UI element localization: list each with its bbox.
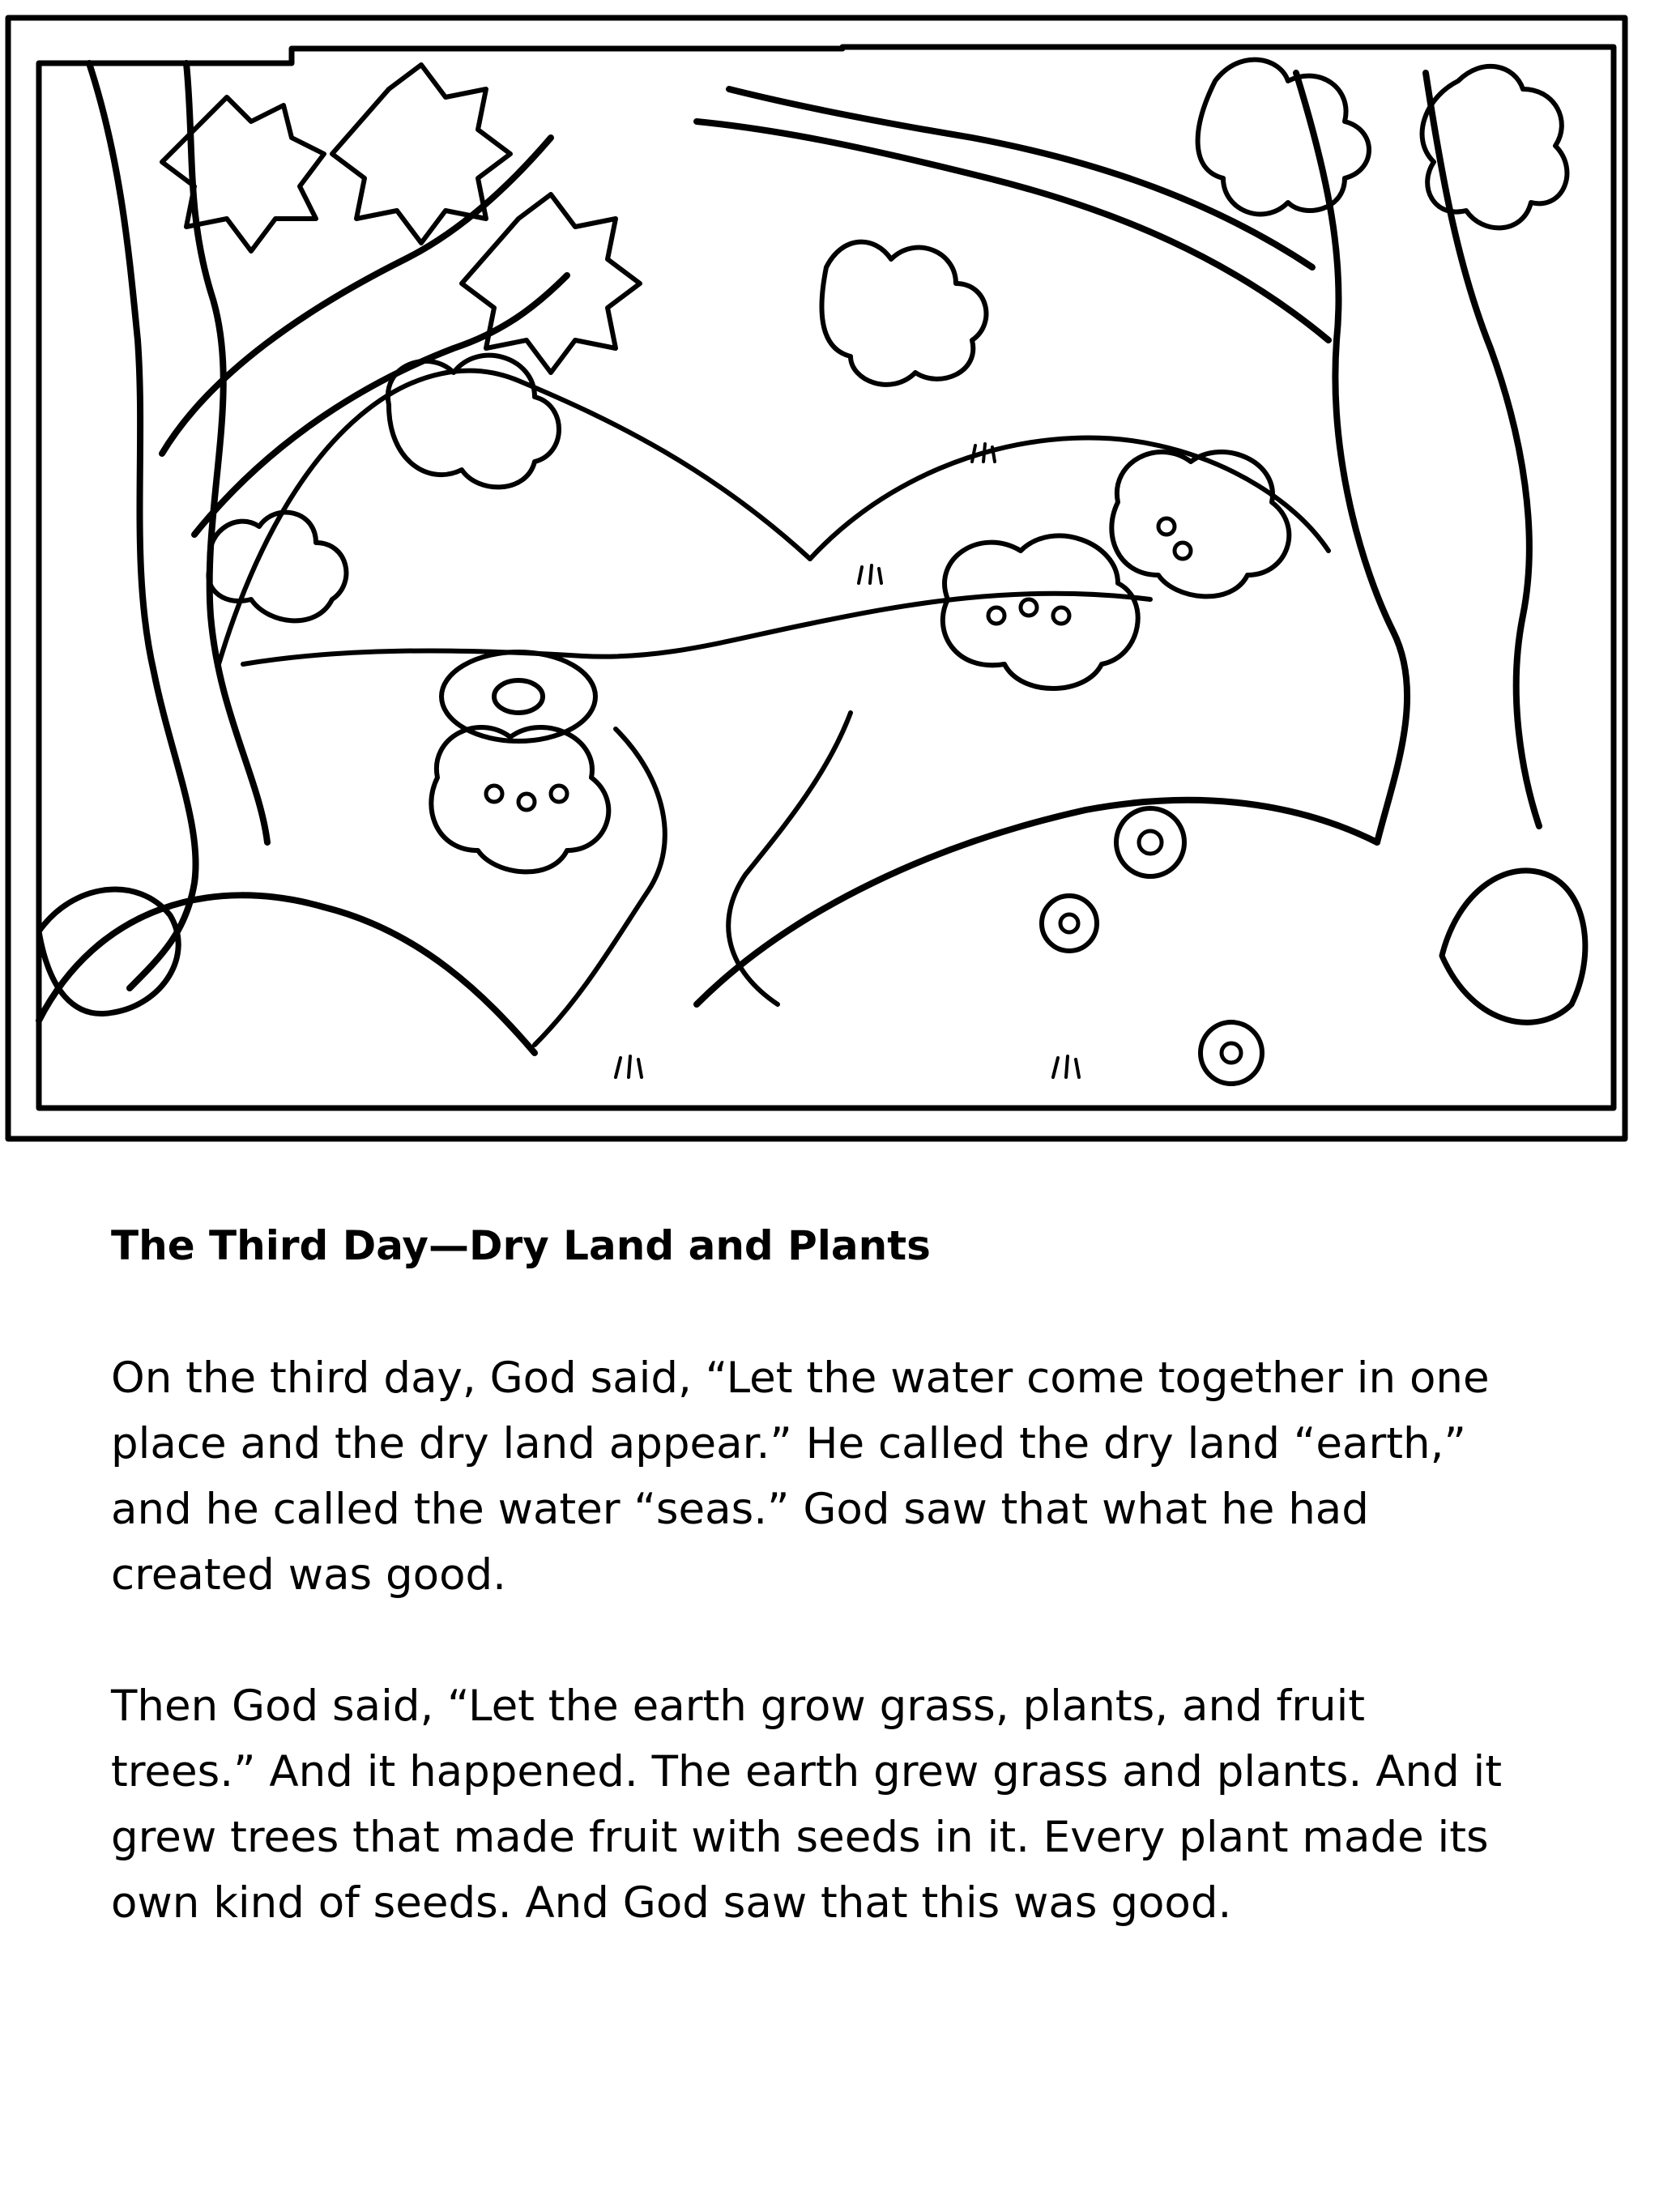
- story-text: [111, 1213, 1577, 1936]
- flower-center: [1139, 831, 1162, 854]
- bush-center: [388, 356, 559, 488]
- right-tree-trunk: [1296, 73, 1407, 842]
- leaf-cluster-3: [462, 194, 640, 373]
- paragraph-line: grew trees that made fruit with seeds in it. Every plant made its: [111, 1813, 1489, 1862]
- river-near-bank: [535, 729, 665, 1045]
- flower: [1201, 1022, 1262, 1084]
- flower-center: [1222, 1043, 1241, 1063]
- grass-tuft: [1053, 1056, 1079, 1077]
- paragraph-line: own kind of seeds. And God saw that this was good.: [111, 1878, 1232, 1928]
- foreground-hill-right: [697, 800, 1377, 1004]
- paragraph-line: created was good.: [111, 1550, 506, 1600]
- leaf-cluster-4: [821, 242, 986, 385]
- story-paragraph-1: [111, 1345, 1577, 1608]
- flower: [1042, 896, 1097, 951]
- paragraph-line: and he called the water “seas.” God saw that what he had: [111, 1485, 1369, 1534]
- paragraph-line: trees.” And it happened. The earth grew grass and plants. And it: [111, 1747, 1503, 1796]
- flower: [1116, 808, 1184, 876]
- pond-island: [494, 680, 543, 713]
- left-tree-branch-lower: [194, 275, 567, 535]
- river-far-bank: [243, 594, 1150, 664]
- fruit: [1053, 607, 1069, 624]
- fruit: [551, 786, 567, 802]
- pond: [441, 652, 595, 741]
- flower-center: [1060, 914, 1078, 932]
- right-tree-trunk-inner: [1426, 73, 1539, 826]
- rock-right: [1442, 871, 1585, 1022]
- fruit: [1021, 599, 1037, 616]
- back-hill-right: [810, 438, 1328, 559]
- fruit-tree-right: [1111, 452, 1289, 596]
- fruit: [1175, 543, 1191, 559]
- inner-frame: [39, 47, 1614, 1108]
- fruit: [486, 786, 502, 802]
- story-paragraph-2: [111, 1673, 1577, 1936]
- story-title: The Third Day—Dry Land and Plants: [111, 1222, 931, 1269]
- fruit: [1158, 518, 1175, 535]
- leaf-cluster-2: [332, 65, 510, 243]
- paragraph-line: Then God said, “Let the earth grow grass, plants, and fruit: [111, 1681, 1366, 1731]
- fruit-tree-center: [943, 535, 1138, 688]
- leaf-cluster-5: [1198, 60, 1369, 215]
- left-tree-trunk: [89, 63, 196, 988]
- leaf-cluster-1: [162, 97, 324, 251]
- grass-tuft: [616, 1056, 642, 1077]
- grass-tuft: [859, 565, 881, 583]
- bush-left: [208, 513, 346, 621]
- paragraph-line: On the third day, God said, “Let the water come together in one: [111, 1353, 1490, 1403]
- paragraph-line: place and the dry land appear.” He called the dry land “earth,”: [111, 1419, 1466, 1468]
- foreground-hill-left: [39, 895, 535, 1053]
- leaf-cluster-6: [1422, 66, 1567, 228]
- fruit: [988, 607, 1004, 624]
- fruit: [518, 794, 535, 810]
- right-tree-branch: [697, 121, 1328, 340]
- left-tree-trunk-inner: [186, 63, 267, 842]
